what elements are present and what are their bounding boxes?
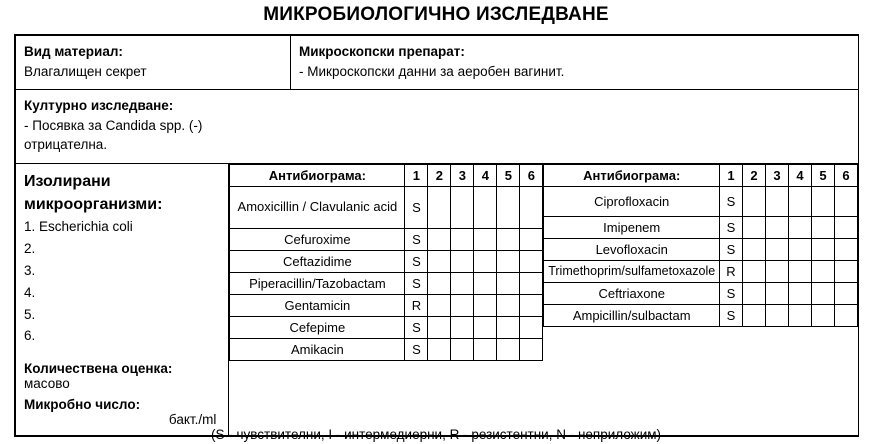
result-cell-2	[428, 228, 451, 250]
culture-value-line2: отрицателна.	[24, 137, 108, 153]
result-cell-3	[766, 216, 789, 238]
result-cell-5	[812, 260, 835, 282]
result-cell-3	[451, 316, 474, 338]
result-cell-1: S	[720, 216, 743, 238]
antibiotic-name: Ciprofloxacin	[544, 186, 720, 216]
result-cell-5	[812, 238, 835, 260]
column-header-4: 4	[474, 164, 497, 186]
column-header-2: 2	[743, 164, 766, 186]
result-cell-3	[451, 272, 474, 294]
microbial-count-value: бакт./ml	[168, 412, 217, 428]
column-header-3: 3	[451, 164, 474, 186]
column-header-4: 4	[789, 164, 812, 186]
result-cell-6	[835, 186, 858, 216]
smear-value: - Микроскопски данни за аеробен вагинит.	[299, 63, 565, 79]
table-row	[544, 260, 858, 282]
antibiotic-name: Trimethoprim/sulfametoxazole	[544, 260, 720, 282]
result-cell-3	[451, 338, 474, 360]
report-table-wrapper	[14, 34, 859, 437]
antibiotic-name: Ampicillin/sulbactam	[544, 304, 720, 326]
result-cell-5	[497, 294, 520, 316]
result-cell-1: S	[405, 272, 428, 294]
list-item: 2.	[24, 241, 36, 257]
antibiotic-name: Cefuroxime	[230, 228, 405, 250]
antibiogram-left-cell	[229, 164, 544, 436]
result-cell-6	[520, 250, 543, 272]
table-row	[544, 304, 858, 326]
quantitative-assessment	[24, 361, 220, 391]
isolates-heading-line2: микроорганизми:	[24, 196, 163, 213]
result-cell-1: S	[720, 304, 743, 326]
column-header-1: 1	[405, 164, 428, 186]
column-header-1: 1	[720, 164, 743, 186]
result-cell-6	[520, 338, 543, 360]
culture-value-line1: - Посявка за Candida spp. (-)	[24, 117, 203, 133]
quantitative-label: Количествена оценка:	[24, 361, 173, 377]
list-item: 4.	[24, 284, 36, 300]
result-cell-1: S	[720, 282, 743, 304]
result-cell-6	[835, 282, 858, 304]
result-cell-3	[766, 282, 789, 304]
antibiogram-layout	[16, 164, 858, 436]
column-header-6: 6	[835, 164, 858, 186]
column-header-5: 5	[812, 164, 835, 186]
material-cell	[16, 36, 291, 90]
table-row	[230, 294, 543, 316]
page-title: МИКРОБИОЛОГИЧНО ИЗСЛЕДВАНЕ	[263, 4, 609, 25]
result-cell-3	[451, 294, 474, 316]
result-cell-6	[835, 238, 858, 260]
antibiogram-right-cell	[543, 164, 858, 436]
table-row-material	[16, 36, 859, 90]
antibiotic-name: Levofloxacin	[544, 238, 720, 260]
isolates-cell	[16, 164, 229, 436]
result-cell-5	[497, 186, 520, 228]
result-cell-4	[789, 282, 812, 304]
list-item: 5.	[24, 306, 36, 322]
result-cell-2	[428, 250, 451, 272]
result-cell-5	[812, 186, 835, 216]
result-cell-2	[428, 272, 451, 294]
result-cell-6	[520, 316, 543, 338]
table-row	[230, 228, 543, 250]
table-row	[544, 282, 858, 304]
table-row-antibiogram	[16, 163, 859, 436]
result-cell-3	[766, 260, 789, 282]
result-cell-1: S	[405, 338, 428, 360]
antibiogram-section	[16, 163, 859, 436]
result-cell-6	[520, 186, 543, 228]
antibiotic-name: Gentamicin	[230, 294, 405, 316]
table-row	[230, 250, 543, 272]
quantitative-value: масово	[24, 376, 70, 392]
antibiotic-name: Piperacillin/Tazobactam	[230, 272, 405, 294]
antibiotic-name: Amoxicillin / Clavulanic acid	[230, 186, 405, 228]
result-cell-6	[835, 216, 858, 238]
result-cell-6	[520, 294, 543, 316]
result-cell-4	[474, 228, 497, 250]
result-cell-2	[428, 316, 451, 338]
material-label: Вид материал:	[24, 44, 123, 59]
table-row	[544, 216, 858, 238]
result-cell-4	[789, 186, 812, 216]
result-cell-5	[497, 272, 520, 294]
result-cell-6	[835, 260, 858, 282]
list-item: 6.	[24, 328, 36, 344]
column-header-3: 3	[766, 164, 789, 186]
result-cell-5	[812, 216, 835, 238]
table-header-row	[544, 164, 858, 186]
culture-label: Културно изследване:	[24, 98, 174, 114]
microbial-count	[24, 397, 220, 427]
antibiogram-right-table	[543, 164, 858, 327]
antibiotic-name: Imipenem	[544, 216, 720, 238]
result-cell-2	[428, 294, 451, 316]
result-cell-2	[428, 338, 451, 360]
isolates-list	[24, 216, 220, 347]
column-header-2: 2	[428, 164, 451, 186]
result-cell-3	[766, 186, 789, 216]
result-cell-4	[474, 338, 497, 360]
result-cell-1: S	[405, 228, 428, 250]
result-cell-2	[743, 282, 766, 304]
result-cell-4	[789, 216, 812, 238]
result-cell-2	[743, 216, 766, 238]
table-header-row	[230, 164, 543, 186]
result-cell-5	[497, 228, 520, 250]
result-cell-1: R	[405, 294, 428, 316]
microbial-count-label: Микробно число:	[24, 397, 141, 413]
result-cell-3	[766, 304, 789, 326]
result-cell-6	[835, 304, 858, 326]
result-cell-5	[497, 338, 520, 360]
result-cell-4	[474, 316, 497, 338]
result-cell-2	[743, 304, 766, 326]
culture-cell	[16, 90, 859, 164]
legend-note: (S - чувствителни, I - интермедиерни, R - резистентни, N - неприложим)	[210, 427, 662, 442]
result-cell-4	[474, 186, 497, 228]
result-cell-2	[743, 238, 766, 260]
table-row	[230, 186, 543, 228]
result-cell-2	[743, 260, 766, 282]
smear-label: Микроскопски препарат:	[299, 44, 465, 59]
antibiotic-name: Cefepime	[230, 316, 405, 338]
result-cell-3	[451, 250, 474, 272]
result-cell-4	[789, 238, 812, 260]
material-value: Влагалищен секрет	[24, 63, 147, 79]
result-cell-1: S	[405, 250, 428, 272]
result-cell-1: S	[720, 238, 743, 260]
table-row	[230, 338, 543, 360]
column-header-5: 5	[497, 164, 520, 186]
result-cell-5	[812, 304, 835, 326]
result-cell-1: S	[405, 186, 428, 228]
antibiotic-name: Ceftriaxone	[544, 282, 720, 304]
result-cell-2	[743, 186, 766, 216]
table-row	[544, 238, 858, 260]
antibiotic-name: Amikacin	[230, 338, 405, 360]
result-cell-5	[497, 250, 520, 272]
isolates-heading-line1: Изолирани	[24, 172, 111, 190]
result-cell-1: S	[720, 186, 743, 216]
result-cell-6	[520, 272, 543, 294]
result-cell-6	[520, 228, 543, 250]
result-cell-3	[451, 228, 474, 250]
result-cell-3	[451, 186, 474, 228]
result-cell-5	[812, 282, 835, 304]
table-row	[230, 316, 543, 338]
result-cell-4	[474, 294, 497, 316]
result-cell-4	[789, 260, 812, 282]
result-cell-3	[766, 238, 789, 260]
table-row	[544, 186, 858, 216]
result-cell-4	[474, 272, 497, 294]
report-table	[15, 35, 859, 436]
column-header-antibiotic: Антибиограма:	[230, 164, 405, 186]
table-row-culture	[16, 90, 859, 164]
list-item: 3.	[24, 262, 36, 278]
result-cell-5	[497, 316, 520, 338]
smear-cell	[291, 36, 859, 90]
result-cell-1: S	[405, 316, 428, 338]
table-row	[230, 272, 543, 294]
column-header-6: 6	[520, 164, 543, 186]
list-item: 1. Escherichia coli	[24, 219, 133, 235]
result-cell-4	[789, 304, 812, 326]
antibiotic-name: Ceftazidime	[230, 250, 405, 272]
result-cell-2	[428, 186, 451, 228]
result-cell-1: R	[720, 260, 743, 282]
antibiogram-left-table	[229, 164, 543, 361]
result-cell-4	[474, 250, 497, 272]
column-header-antibiotic: Антибиограма:	[544, 164, 720, 186]
